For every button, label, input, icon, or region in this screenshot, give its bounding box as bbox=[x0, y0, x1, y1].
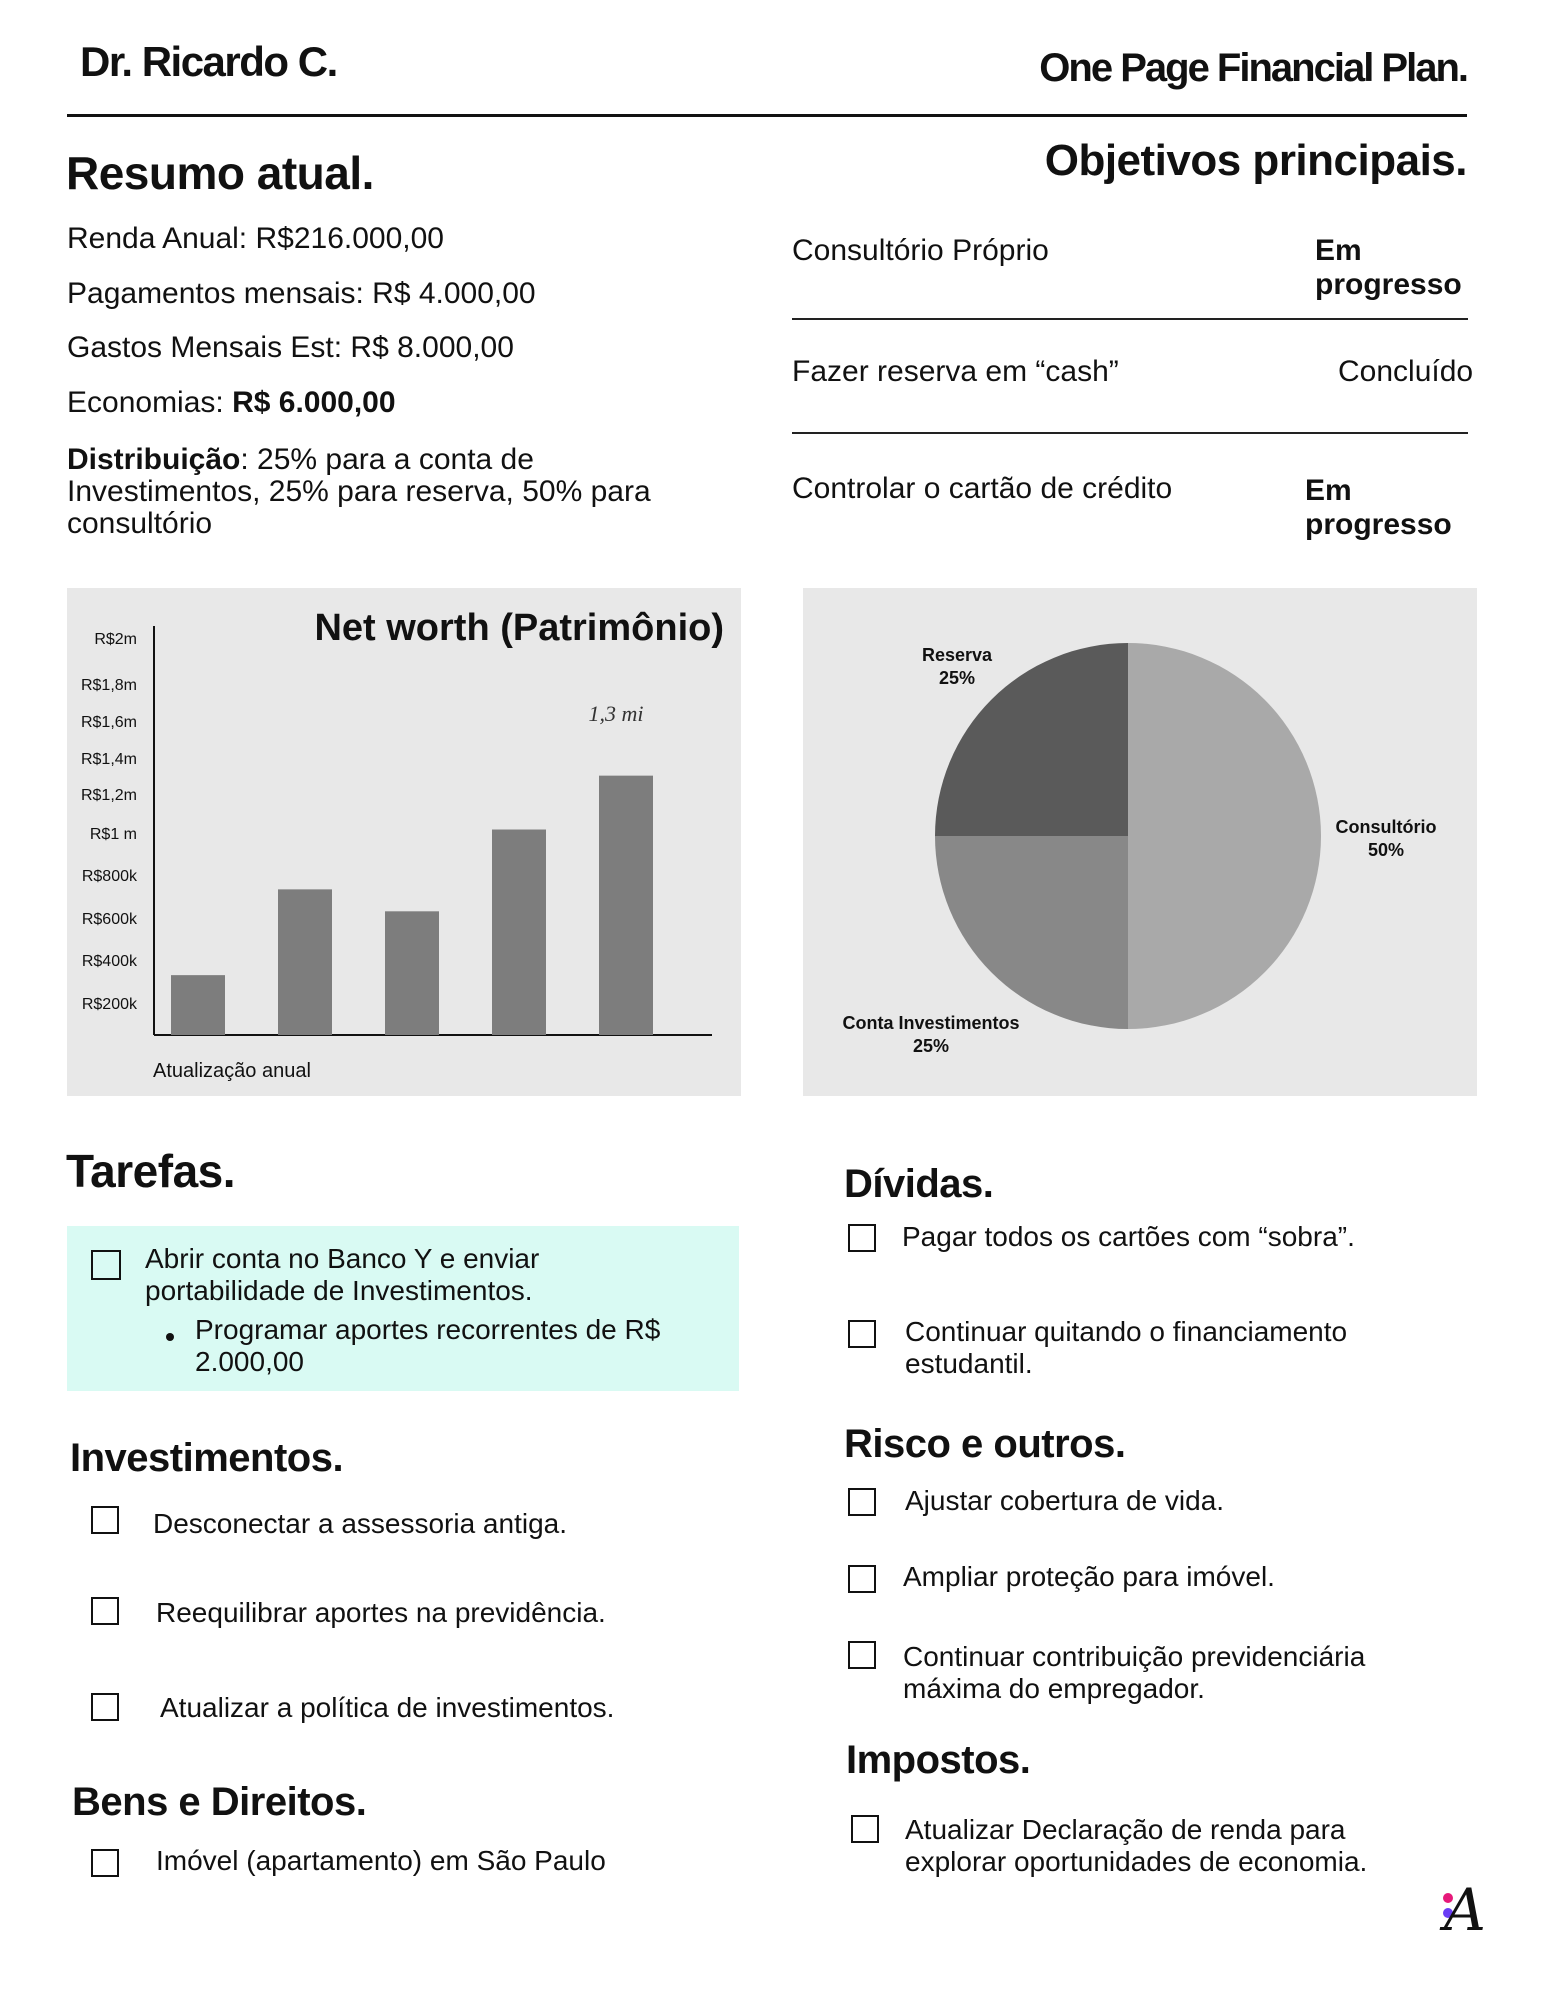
distribuicao-line-3: consultório bbox=[67, 507, 213, 540]
summary-title: Resumo atual. bbox=[66, 147, 374, 199]
pie-slices bbox=[935, 643, 1321, 1029]
impostos-title: Impostos. bbox=[846, 1738, 1031, 1782]
investimento-1-text: Desconectar a assessoria antiga. bbox=[153, 1508, 567, 1539]
author-name: Dr. Ricardo C. bbox=[80, 38, 337, 85]
bar bbox=[599, 776, 653, 1035]
brand-logo: A bbox=[1444, 1876, 1486, 1944]
summary-renda: Renda Anual: R$216.000,00 bbox=[67, 222, 444, 255]
networth-chart-panel bbox=[67, 588, 741, 1096]
goals-title: Objetivos principais. bbox=[1044, 136, 1467, 185]
bullet-point bbox=[166, 1333, 174, 1341]
imposto-1-text bbox=[905, 1814, 1367, 1878]
imposto-1-checkbox[interactable] bbox=[851, 1815, 879, 1843]
networth-bar-chart bbox=[67, 588, 741, 1096]
investimento-3-checkbox[interactable] bbox=[91, 1693, 119, 1721]
tarefa-checkbox[interactable] bbox=[91, 1250, 121, 1280]
distribuicao-label: Distribuição bbox=[67, 443, 241, 476]
goal-1-text: Consultório Próprio bbox=[792, 234, 1049, 267]
risco-3-line-2: máxima do empregador. bbox=[903, 1673, 1205, 1704]
goal-divider-1 bbox=[792, 318, 1468, 320]
x-axis-label: Atualização anual bbox=[153, 1060, 311, 1082]
goal-3-text: Controlar o cartão de crédito bbox=[792, 472, 1173, 505]
goal-divider-2 bbox=[792, 432, 1468, 434]
pie-pct-reserva: 25% bbox=[938, 668, 976, 688]
y-tick-label: R$800k bbox=[81, 868, 137, 885]
risco-1-text: Ajustar cobertura de vida. bbox=[905, 1485, 1225, 1516]
y-tick-label: R$1,8m bbox=[80, 677, 137, 694]
y-tick-labels bbox=[81, 631, 138, 1013]
bar bbox=[492, 830, 546, 1035]
bars bbox=[171, 776, 653, 1035]
risco-3-checkbox[interactable] bbox=[848, 1641, 876, 1669]
goal-1-status-line-2: progresso bbox=[1315, 268, 1462, 301]
divida-2-line-1: Continuar quitando o financiamento bbox=[905, 1316, 1348, 1347]
investimento-2-checkbox[interactable] bbox=[91, 1597, 119, 1625]
risco-2-checkbox[interactable] bbox=[848, 1565, 876, 1593]
tarefa-text bbox=[145, 1243, 539, 1307]
tarefa-bullet-line-2: 2.000,00 bbox=[195, 1346, 304, 1377]
distribution-pie-chart bbox=[803, 588, 1477, 1096]
investimentos-title: Investimentos. bbox=[70, 1436, 344, 1480]
pie-label-reserva: Reserva bbox=[921, 645, 993, 665]
y-tick-label: R$1,6m bbox=[80, 714, 137, 731]
bar bbox=[171, 975, 225, 1035]
goal-2-status: Concluído bbox=[1338, 355, 1474, 388]
divida-2-checkbox[interactable] bbox=[848, 1320, 876, 1348]
goal-1-status bbox=[1315, 234, 1462, 302]
document-title: One Page Financial Plan. bbox=[1039, 46, 1467, 90]
y-tick-label: R$1,2m bbox=[80, 787, 137, 804]
y-tick-label: R$200k bbox=[81, 996, 137, 1013]
investimento-3-text: Atualizar a política de investimentos. bbox=[160, 1692, 615, 1723]
y-tick-label: R$600k bbox=[81, 911, 137, 928]
distribution-chart-panel bbox=[803, 588, 1477, 1096]
tarefa-line-1: Abrir conta no Banco Y e enviar bbox=[145, 1243, 540, 1274]
divida-2-text bbox=[905, 1316, 1347, 1380]
investimento-1-checkbox[interactable] bbox=[91, 1506, 119, 1534]
tarefa-bullet-line-1: Programar aportes recorrentes de R$ bbox=[195, 1314, 661, 1345]
y-tick-label: R$1,4m bbox=[80, 751, 137, 768]
economias-value: R$ 6.000,00 bbox=[232, 386, 396, 419]
tarefas-title: Tarefas. bbox=[66, 1145, 236, 1197]
summary-economias bbox=[67, 386, 396, 420]
chart-title: Net worth (Patrimônio) bbox=[314, 607, 724, 649]
divida-2-line-2: estudantil. bbox=[905, 1348, 1033, 1379]
y-tick-label: R$2m bbox=[94, 631, 137, 648]
y-tick-label: R$1 m bbox=[89, 826, 137, 843]
divida-1-checkbox[interactable] bbox=[848, 1224, 876, 1252]
header-divider bbox=[67, 114, 1467, 117]
pie-slice bbox=[1128, 643, 1321, 1029]
risco-1-checkbox[interactable] bbox=[848, 1488, 876, 1516]
distribuicao-text-1: : 25% para a conta de bbox=[240, 443, 534, 476]
pie-pct-consultorio: 50% bbox=[1367, 840, 1405, 860]
investimento-2-text: Reequilibrar aportes na previdência. bbox=[156, 1597, 606, 1628]
tarefa-line-2: portabilidade de Investimentos. bbox=[145, 1275, 533, 1306]
tarefa-bullet-text bbox=[195, 1314, 660, 1378]
goal-3-status bbox=[1305, 474, 1452, 542]
summary-gastos: Gastos Mensais Est: R$ 8.000,00 bbox=[67, 331, 514, 364]
risco-3-line-1: Continuar contribuição previdenciária bbox=[903, 1641, 1366, 1672]
distribuicao-line-2: Investimentos, 25% para reserva, 50% para bbox=[67, 475, 651, 508]
risco-2-text: Ampliar proteção para imóvel. bbox=[903, 1561, 1275, 1592]
goal-2-text: Fazer reserva em “cash” bbox=[792, 355, 1119, 388]
pie-label-investimentos: Conta Investimentos bbox=[842, 1013, 1020, 1033]
pie-label-consultorio: Consultório bbox=[1335, 817, 1437, 837]
goal-3-status-line-2: progresso bbox=[1305, 508, 1452, 541]
bens-title: Bens e Direitos. bbox=[72, 1780, 367, 1824]
bar bbox=[278, 889, 332, 1035]
pie-pct-investimentos: 25% bbox=[912, 1036, 950, 1056]
bens-1-text: Imóvel (apartamento) em São Paulo bbox=[156, 1845, 606, 1876]
bens-1-checkbox[interactable] bbox=[91, 1849, 119, 1877]
pie-slice bbox=[935, 836, 1128, 1029]
risco-title: Risco e outros. bbox=[844, 1422, 1126, 1466]
goal-1-status-line-1: Em bbox=[1315, 234, 1362, 267]
dividas-title: Dívidas. bbox=[844, 1162, 994, 1206]
summary-pagamentos: Pagamentos mensais: R$ 4.000,00 bbox=[67, 277, 536, 310]
economias-label: Economias: bbox=[67, 386, 233, 419]
risco-3-text bbox=[903, 1641, 1365, 1705]
summary-distribuicao bbox=[67, 444, 651, 540]
divida-1-text: Pagar todos os cartões com “sobra”. bbox=[902, 1221, 1355, 1252]
imposto-line-1: Atualizar Declaração de renda para bbox=[905, 1814, 1346, 1845]
distribuicao-line-1 bbox=[67, 444, 651, 476]
bar bbox=[385, 911, 439, 1035]
goal-3-status-line-1: Em bbox=[1305, 474, 1352, 507]
imposto-line-2: explorar oportunidades de economia. bbox=[905, 1846, 1368, 1877]
bar-annotation: 1,3 mi bbox=[588, 701, 644, 726]
y-tick-label: R$400k bbox=[81, 953, 137, 970]
